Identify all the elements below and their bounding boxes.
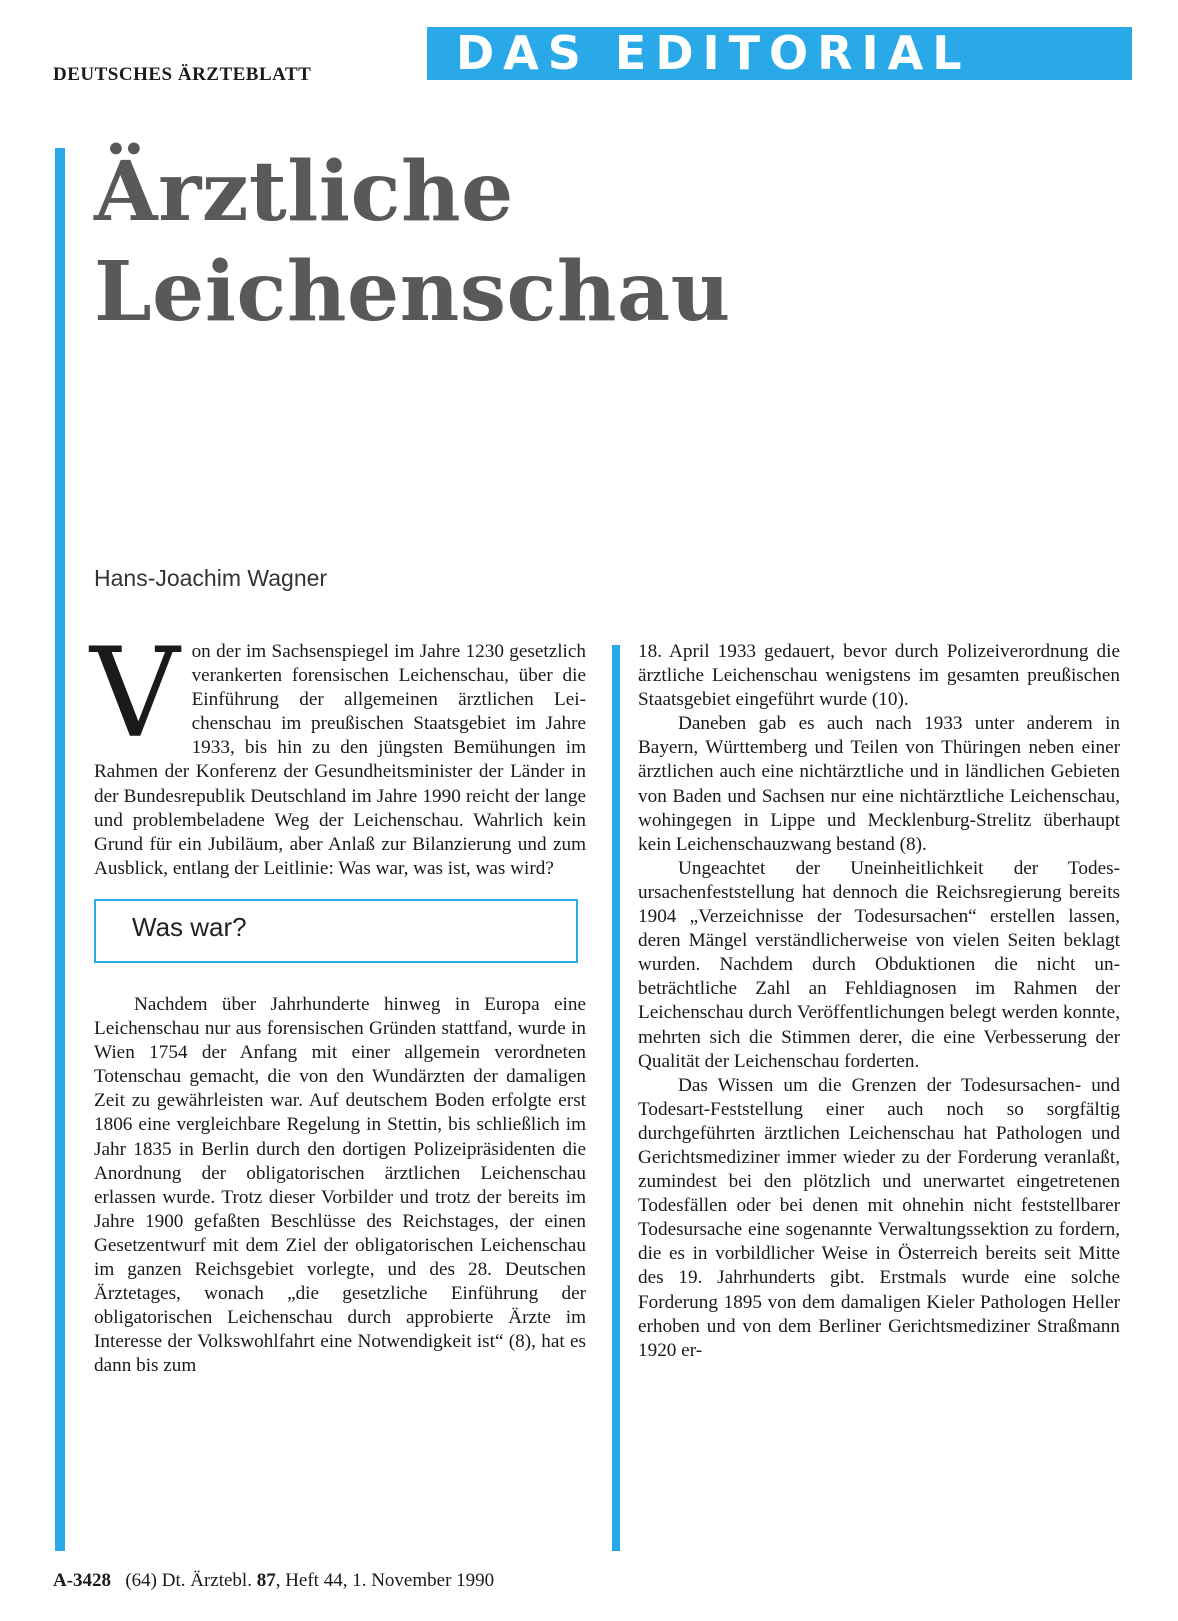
title-line-1: Ärztliche xyxy=(94,144,514,240)
author-byline: Hans-Joachim Wagner xyxy=(94,565,328,591)
text-column-2 xyxy=(638,640,1120,1363)
title-line-2: Leichenschau xyxy=(94,244,731,340)
page-footer xyxy=(53,1570,494,1592)
text-column-1 xyxy=(90,622,586,1378)
drop-cap: V xyxy=(90,622,180,766)
intro-text: on der im Sachsenspiegel im Jahre 1230 gesetzlich verankerten forensischen Leichenschau, über die Einführung der allgemeinen ärztlichen Leichenschau im preußischen Staatsgebiet im Jahre 1933, bis hin zu den jüngsten Bemühungen im Rahmen der Konferenz der Gesundheitsminister der Länder in der Bundesrepublik Deutschland im Jahre 1990 reicht der lange und problembeladene Weg der Leichenschau. Wahrlich kein Grund für ein Jubiläum, aber Anlaß zur Bilanzierung und zum Ausblick, entlang der Leitlinie: Was war, was ist, was wird? xyxy=(94,641,586,879)
paragraph: Ungeachtet der Uneinheitlichkeit der Todesursachenfeststellung hat dennoch die Reichsregierung bereits 1904 „Verzeichnisse der Todesursachen“ erstellen lassen, deren Mängel verständlicherweise von vielen Seiten beklagt wurden. Nachdem durch Obduktionen die nicht unbeträchtliche Zahl an Fehldiagnosen im Rahmen der Leichenschau durch Veröffentlichungen belegt werden konnte, mehrten sich die Stimmen derer, die eine Verbesserung der Qualität der Leichenschau forderten. xyxy=(638,857,1120,1072)
paragraph: Daneben gab es auch nach 1933 unter anderem in Bayern, Württemberg und Teilen von Thüringen neben einer ärztlichen auch eine nichtärztliche und in ländlichen Gebieten von Baden und Sachsen nur eine nichtärztliche Leichenschau, wohingegen in Lippe und Mecklenburg-Strelitz überhaupt kein Leichenschauzwang bestand (8). xyxy=(638,713,1120,855)
masthead: DEUTSCHES ÄRZTEBLATT xyxy=(53,64,312,85)
accent-bar-left xyxy=(55,148,65,1551)
page-code: A-3428 xyxy=(53,1570,112,1591)
paragraph: 18. April 1933 gedauert, bevor durch Polizeiverordnung die ärztliche Leichenschau wenigstens im gesamten preußischen Staatsgebiet eingeführt wurde (10). xyxy=(638,641,1120,711)
issue-info: , Heft 44, 1. November 1990 xyxy=(275,1570,495,1591)
volume-number: 87 xyxy=(256,1570,276,1591)
journal-citation: (64) Dt. Ärztebl. xyxy=(125,1570,252,1591)
accent-bar-column xyxy=(612,645,620,1551)
subhead: Was war? xyxy=(132,911,247,942)
article-title xyxy=(94,142,731,342)
paragraph: Das Wissen um die Grenzen der Todesursachen- und Todesart-Feststellung einer auch noch so sorgfältig durchgeführten ärztlichen Leichenschau hat Pathologen und Gerichtsmediziner immer wieder zu der Forderung veranlaßt, zumindest bei den plötzlich und unerwartet eingetretenen Todesfällen oder bei denen mit ohnehin nicht feststellbarer Todesursache eine sogenannte Verwaltungssektion zu fordern, die es in vorbildlicher Weise in Österreich bereits seit Mitte des 19. Jahrhunderts gibt. Erstmals wurde eine solche Forderung 1895 von dem damaligen Kieler Pathologen Heller erhoben und von dem Berliner Gerichtsmediziner Straßmann 1920 er- xyxy=(638,1074,1120,1361)
section-banner: DAS EDITORIAL xyxy=(427,27,1132,80)
paragraph: Nachdem über Jahrhunderte hinweg in Europa eine Leichenschau nur aus forensischen Gründen stattfand, wurde in Wien 1754 der Anfang mit einer allgemein verordneten Totenschau gemacht, die von den Wundärzten der damaligen Zeit zu gewährleisten war. Auf deutschem Boden erfolgte erst 1806 eine vergleichbare Regelung in Stettin, bis schließlich im Jahr 1835 in Berlin durch den dortigen Polizeipräsidenten die Anordnung der obligatorischen ärztlichen Leichenschau erlassen wurde. Trotz dieser Vorbilder und trotz der bereits im Jahre 1900 gefaßten Beschlüsse des Reichstages, der einen Gesetzentwurf mit dem Ziel der obligatorischen Leichenschau im ganzen Reichsgebiet vorlegte, und des 28. Deutschen Ärztetages, wonach „die gesetzliche Einführung der obligatorischen Leichenschau durch approbierte Ärzte im Interesse der Volkswohlfahrt eine Notwendigkeit ist“ (8), hat es dann bis zum xyxy=(94,993,586,1377)
subhead-box xyxy=(94,899,578,963)
intro-paragraph xyxy=(90,622,586,881)
